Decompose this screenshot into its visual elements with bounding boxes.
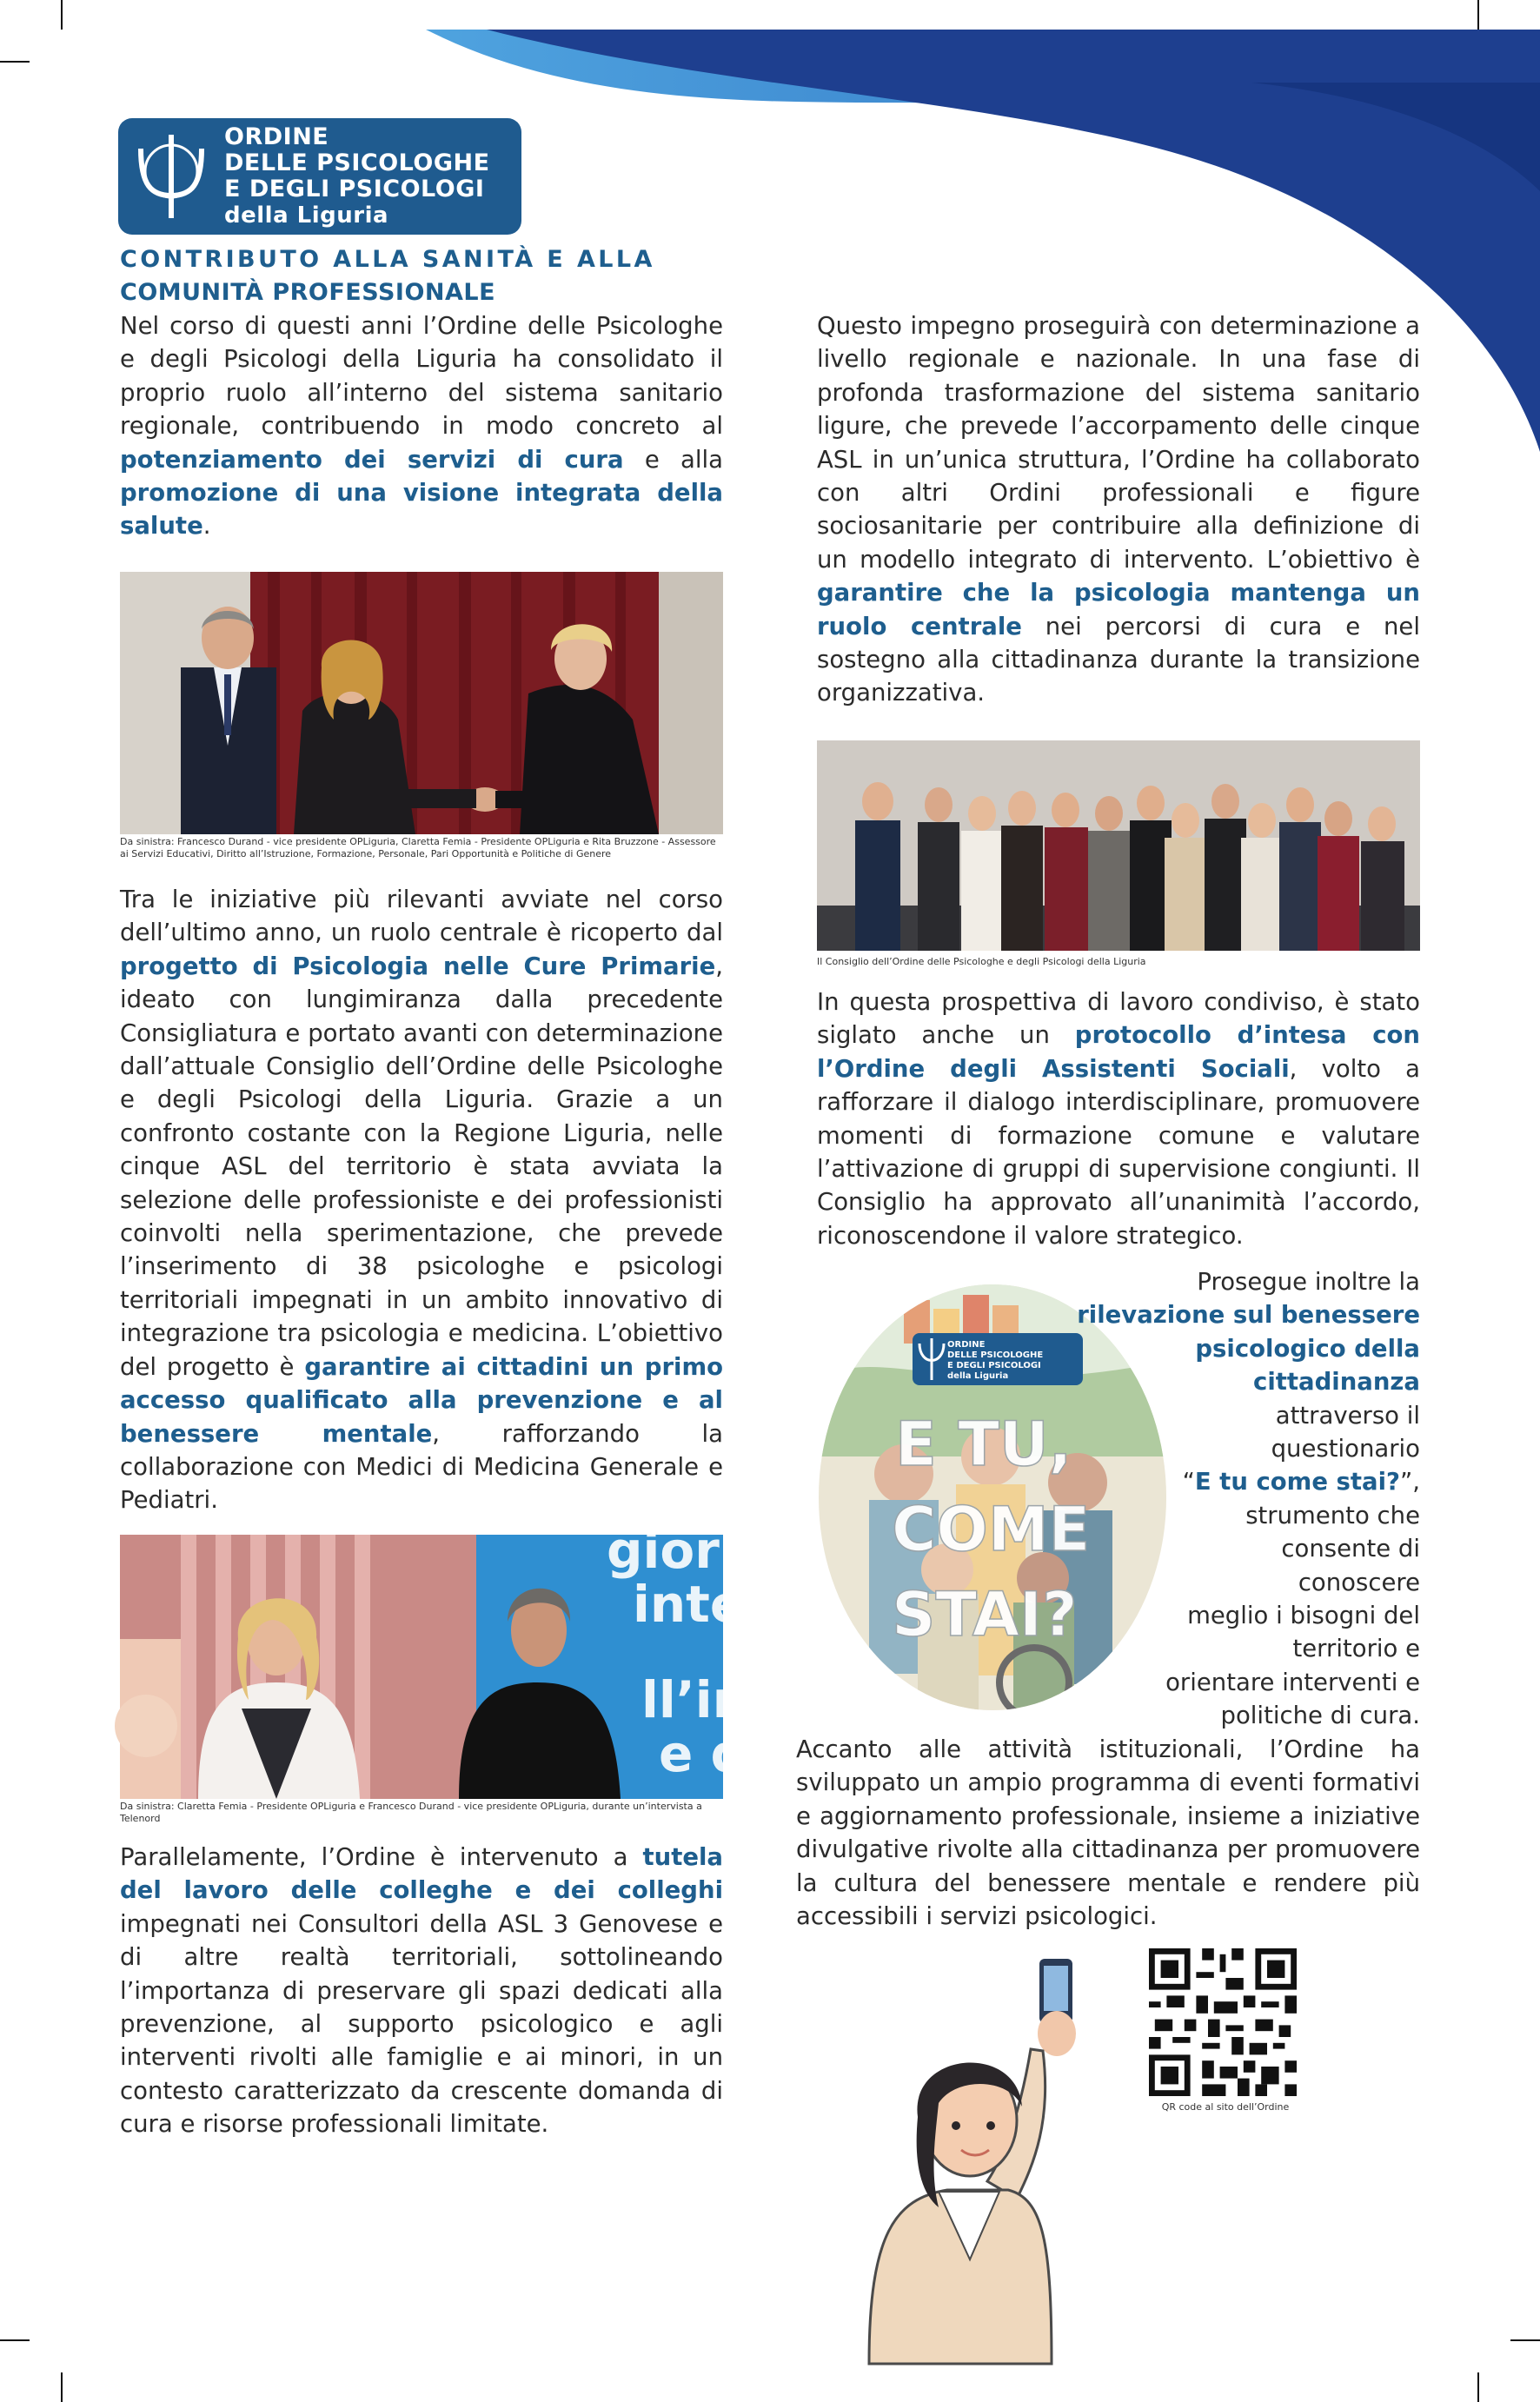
logo-line: ORDINE [224, 123, 329, 150]
heading-line: COMUNITÀ PROFESSIONALE [120, 279, 496, 306]
text: Nel corso di questi anni l’Ordine delle Psicologhe e degli Psicologi della Liguria ha consolidato il proprio ruolo all’interno del sistema sanitario regionale, contribuendo in modo concreto al [120, 312, 723, 441]
text: conoscere [1298, 1568, 1420, 1596]
right-paragraph-2 [817, 985, 1420, 1252]
logo-line: della Liguria [224, 202, 389, 229]
text: orientare interventi e [1165, 1668, 1420, 1696]
ceremony-photo [120, 572, 723, 834]
text: meglio i bisogni del [1187, 1602, 1420, 1630]
tv-text: ll’in [641, 1670, 748, 1729]
crop-mark [0, 2339, 30, 2341]
left-paragraph-2 [120, 883, 723, 1517]
psi-icon [118, 118, 224, 235]
tv-text: e d [659, 1724, 747, 1783]
text: Prosegue inoltre la [1197, 1268, 1420, 1296]
text: consente di [1281, 1535, 1420, 1563]
highlight: rilevazione sul benessere [1077, 1301, 1420, 1330]
tv-text: giorna [607, 1521, 790, 1580]
text: questionario [1271, 1435, 1420, 1463]
ordine-logo [118, 118, 521, 235]
crop-mark [61, 2372, 63, 2402]
qr-caption: QR code al sito dell’Ordine [1161, 2101, 1290, 2113]
highlight: E tu come stai? [1194, 1468, 1400, 1496]
text: strumento che [1245, 1501, 1420, 1529]
logo-line: DELLE PSICOLOGHE [224, 149, 490, 176]
text: Tra le iniziative più rilevanti avviate nel corso dell’ultimo anno, un ruolo centrale è ricoperto dal [120, 886, 723, 947]
text: Parallelamente, l’Ordine è intervenuto a [120, 1843, 643, 1871]
highlight: garantire che la psicologia mantenga un ruolo centrale [817, 579, 1420, 640]
qr-code[interactable] [1149, 1948, 1297, 2096]
text: , ideato con lungimiranza dalla precedente Consigliatura e portato avanti con determinazione dall’attuale Consiglio dell’Ordine delle Psicologhe e degli Psicologi della Liguria. Grazie a un confronto costante con la Regione Liguria, nelle cinque ASL del territorio è stata avviata la selezione delle professioniste e dei professionisti coinvolti nella sperimentazione, che prevede l’inserimento di 38 psicologhe e psicologi territoriali impegnati in un ambito innovativo di integrazione tra psicologia e medicina. L’obiettivo del progetto è [120, 952, 723, 1381]
poster-logo-line: DELLE PSICOLOGHE [947, 1350, 1044, 1360]
poster-title-line: E TU, [895, 1409, 1072, 1480]
left-paragraph-3 [120, 1841, 723, 2141]
crop-mark [1510, 2339, 1540, 2341]
heading-line: CONTRIBUTO ALLA SANITÀ E ALLA [120, 246, 655, 273]
highlight: progetto di Psicologia nelle Cure Primarie [120, 952, 716, 980]
interview-photo [120, 1521, 790, 1799]
photo-caption: Da sinistra: Francesco Durand - vice presidente OPLiguria, Claretta Femia - Presidente OPLiguria e Rita Bruzzone - Assessore ai Servizi Educativi, Diritto all’Istruzione, Formazione, Personale, Pari Opportunità e Politiche di Genere [120, 836, 716, 859]
text: attraverso il [1275, 1401, 1420, 1430]
text: “ [1182, 1468, 1195, 1496]
poster-logo-line: ORDINE [947, 1340, 986, 1350]
logo-line: E DEGLI PSICOLOGI [224, 176, 485, 202]
highlight: potenziamento dei servizi di cura [120, 445, 624, 474]
text: Questo impegno proseguirà con determinazione a livello regionale e nazionale. In una fase di profonda trasformazione del sistema sanitario ligure, che prevede l’accorpamento delle cinque ASL in un’unica struttura, l’Ordine ha collaborato con altri Ordini professionali e figure sociosanitarie per contribuire alla definizione di un modello integrato di intervento. L’obiettivo è [817, 312, 1420, 574]
highlight: cittadinanza [1253, 1368, 1420, 1397]
text: , rafforzando la collaborazione con Medici di Medicina Generale e Pediatri. [120, 1419, 724, 1515]
text: In questa prospettiva di lavoro condiviso, è stato siglato anche un [817, 988, 1420, 1050]
highlight: promozione di una visione integrata della salute [120, 479, 723, 541]
poster-title-line: COME [892, 1494, 1091, 1565]
poster-logo-line: della Liguria [947, 1371, 1009, 1381]
poster-title-line: STAI? [892, 1579, 1078, 1650]
right-paragraph-4 [796, 1733, 1420, 1933]
highlight: protocollo d’intesa con l’Ordine degli Assistenti Sociali [817, 1021, 1420, 1083]
highlight: tutela del lavoro delle colleghe e dei colleghi [120, 1843, 723, 1905]
council-photo [817, 740, 1420, 951]
woman-phone-illustration [834, 1947, 1130, 2364]
text: e alla [623, 445, 724, 474]
right-paragraph-1 [817, 309, 1420, 710]
poster-logo-line: E DEGLI PSICOLOGI [947, 1361, 1041, 1370]
text: ”, [1400, 1468, 1420, 1496]
text: territorio e [1292, 1635, 1420, 1663]
text: , volto a rafforzare il dialogo interdisciplinare, promuovere momenti di formazione comune e valutare l’attivazione di gruppi di supervisione congiunti. Il Consiglio ha approvato all’unanimità l’accordo, riconoscendone il valore strategico. [817, 1054, 1420, 1250]
photo-caption: Da sinistra: Claretta Femia - Presidente OPLiguria e Francesco Durand - vice presidente OPLiguria, durante un’intervista a Telenord [120, 1801, 702, 1824]
text: politiche di cura. [1220, 1702, 1420, 1730]
left-paragraph-1 [120, 309, 723, 543]
text: nei percorsi di cura e nel sostegno alla cittadinanza durante la transizione organizzativa. [817, 612, 1420, 707]
photo-caption: Il Consiglio dell’Ordine delle Psicologhe e degli Psicologi della Liguria [817, 956, 1146, 967]
text: Accanto alle attività istituzionali, l’Ordine ha sviluppato un ampio programma di eventi formativi e aggiornamento professionale, insieme a iniziative divulgative rivolte alla cittadinanza per promuovere la cultura del benessere mentale e rendere più accessibili i servizi psicologici. [796, 1735, 1420, 1931]
text: impegnati nei Consultori della ASL 3 Genovese e di altre realtà territoriali, sottolineando l’importanza di preservare gli spazi dedicati alla prevenzione, al supporto psicologico e agli interventi rivolti alle famiglie e ai minori, in un contesto caratterizzato da crescente domanda di cura e risorse professionali limitate. [120, 1909, 723, 2139]
tv-text: inte [633, 1575, 745, 1634]
highlight: psicologico della [1195, 1334, 1420, 1363]
crop-mark [1477, 2372, 1479, 2402]
text: . [202, 512, 211, 541]
right-paragraph-3 [1026, 1265, 1420, 1733]
section-heading [120, 243, 728, 309]
highlight: garantire ai cittadini un primo accesso qualificato alla prevenzione e al benessere mentale [120, 1352, 723, 1448]
